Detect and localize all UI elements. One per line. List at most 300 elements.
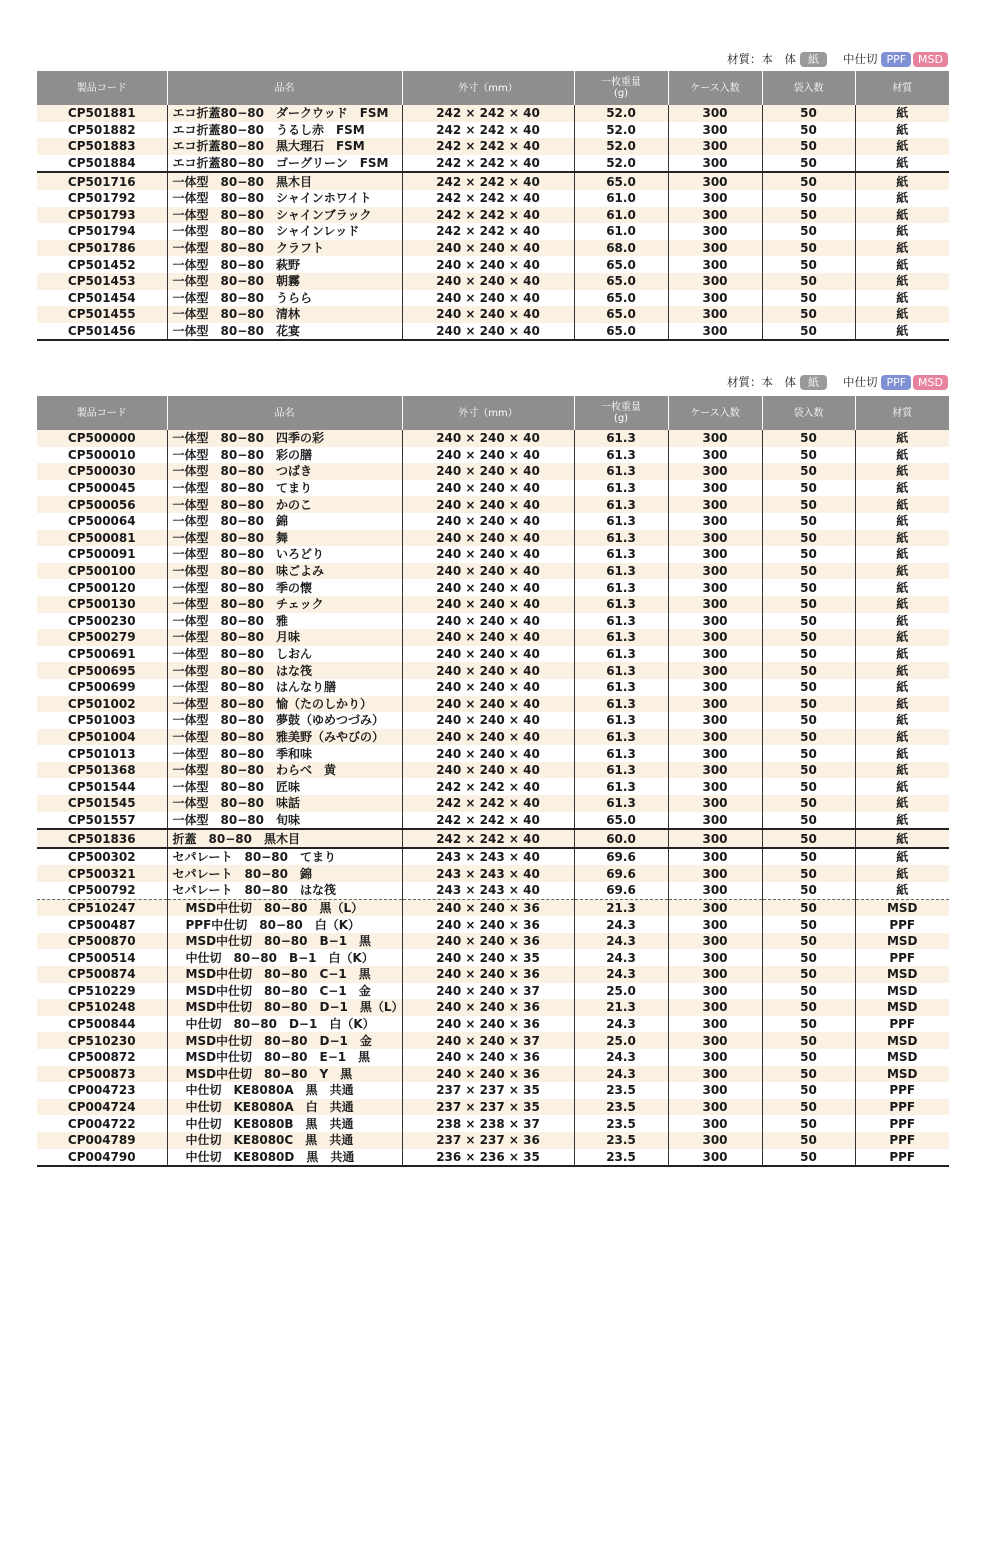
- cell-code: CP501836: [37, 829, 167, 848]
- cell-bag-qty: 50: [762, 223, 855, 240]
- legend-body-label: 材質：本 体: [726, 52, 796, 66]
- table-row: [37, 712, 949, 729]
- cell-weight: 61.3: [574, 480, 668, 497]
- cell-material: 紙: [855, 447, 949, 464]
- cell-case-qty: 300: [668, 480, 762, 497]
- table-row: [37, 983, 949, 1000]
- cell-code: CP500230: [37, 613, 167, 630]
- cell-code: CP501792: [37, 190, 167, 207]
- cell-code: CP500873: [37, 1066, 167, 1083]
- cell-size: 240 × 240 × 36: [402, 1016, 574, 1033]
- legend-paper-badge: 紙: [800, 375, 827, 390]
- cell-code: CP004789: [37, 1132, 167, 1149]
- cell-size: 240 × 240 × 40: [402, 546, 574, 563]
- cell-name: 一体型 80−80 清林: [167, 306, 402, 323]
- header-material: 材質: [855, 71, 949, 105]
- cell-code: CP500000: [37, 430, 167, 447]
- cell-name: 折蓋 80−80 黒木目: [167, 829, 402, 848]
- table-header-row: [37, 71, 949, 105]
- cell-bag-qty: 50: [762, 256, 855, 273]
- table-row: [37, 1016, 949, 1033]
- header-name: 品名: [167, 396, 402, 430]
- cell-material: MSD: [855, 983, 949, 1000]
- table-row: [37, 1149, 949, 1167]
- cell-material: PPF: [855, 949, 949, 966]
- legend-divider-label: 中仕切: [842, 52, 878, 66]
- cell-bag-qty: 50: [762, 530, 855, 547]
- cell-material: 紙: [855, 829, 949, 848]
- material-legend: [700, 50, 948, 68]
- header-code: 製品コード: [37, 71, 167, 105]
- cell-size: 242 × 242 × 40: [402, 812, 574, 830]
- table-row: [37, 1066, 949, 1083]
- cell-case-qty: 300: [668, 646, 762, 663]
- cell-material: 紙: [855, 848, 949, 866]
- cell-weight: 61.3: [574, 696, 668, 713]
- cell-weight: 69.6: [574, 848, 668, 866]
- legend-ppf-badge: PPF: [881, 52, 911, 67]
- cell-name: 中仕切 KE8080A 黒 共通: [167, 1082, 402, 1099]
- cell-code: CP501557: [37, 812, 167, 830]
- cell-code: CP501716: [37, 172, 167, 190]
- table-row: [37, 949, 949, 966]
- cell-case-qty: 300: [668, 463, 762, 480]
- cell-case-qty: 300: [668, 513, 762, 530]
- header-case: ケース入数: [668, 396, 762, 430]
- table-row: [37, 323, 949, 341]
- cell-code: CP501794: [37, 223, 167, 240]
- cell-code: CP500321: [37, 865, 167, 882]
- cell-weight: 23.5: [574, 1099, 668, 1116]
- cell-material: 紙: [855, 865, 949, 882]
- header-weight-line1: 一枚重量: [601, 402, 641, 413]
- cell-bag-qty: 50: [762, 1099, 855, 1116]
- cell-material: MSD: [855, 966, 949, 983]
- cell-name: 一体型 80−80 雅美野（みやびの）: [167, 729, 402, 746]
- table-row: [37, 190, 949, 207]
- cell-case-qty: 300: [668, 1016, 762, 1033]
- cell-code: CP501368: [37, 762, 167, 779]
- cell-size: 242 × 242 × 40: [402, 155, 574, 173]
- cell-case-qty: 300: [668, 596, 762, 613]
- cell-name: 中仕切 80−80 B−1 白（K）: [167, 949, 402, 966]
- cell-code: CP510248: [37, 999, 167, 1016]
- cell-weight: 23.5: [574, 1115, 668, 1132]
- cell-bag-qty: 50: [762, 1132, 855, 1149]
- cell-bag-qty: 50: [762, 1149, 855, 1167]
- cell-code: CP501003: [37, 712, 167, 729]
- cell-bag-qty: 50: [762, 323, 855, 341]
- table-row: [37, 207, 949, 224]
- header-weight-line2: (g): [613, 413, 629, 424]
- cell-case-qty: 300: [668, 1082, 762, 1099]
- cell-material: 紙: [855, 273, 949, 290]
- cell-bag-qty: 50: [762, 480, 855, 497]
- header-weight-line2: (g): [613, 88, 629, 99]
- table-row: [37, 480, 949, 497]
- cell-weight: 52.0: [574, 138, 668, 155]
- cell-weight: 65.0: [574, 323, 668, 341]
- cell-code: CP501884: [37, 155, 167, 173]
- cell-material: 紙: [855, 629, 949, 646]
- cell-code: CP500030: [37, 463, 167, 480]
- cell-bag-qty: 50: [762, 983, 855, 1000]
- cell-bag-qty: 50: [762, 629, 855, 646]
- cell-case-qty: 300: [668, 256, 762, 273]
- product-table-2: [37, 396, 949, 1167]
- cell-material: 紙: [855, 496, 949, 513]
- cell-material: 紙: [855, 530, 949, 547]
- header-case: ケース入数: [668, 71, 762, 105]
- table-header-row: [37, 396, 949, 430]
- cell-bag-qty: 50: [762, 240, 855, 257]
- cell-bag-qty: 50: [762, 306, 855, 323]
- cell-material: 紙: [855, 513, 949, 530]
- cell-weight: 61.0: [574, 207, 668, 224]
- cell-code: CP500870: [37, 933, 167, 950]
- cell-size: 240 × 240 × 40: [402, 447, 574, 464]
- cell-case-qty: 300: [668, 306, 762, 323]
- cell-code: CP500691: [37, 646, 167, 663]
- cell-name: 一体型 80−80 チェック: [167, 596, 402, 613]
- cell-size: 240 × 240 × 36: [402, 966, 574, 983]
- cell-size: 242 × 242 × 40: [402, 105, 574, 122]
- cell-bag-qty: 50: [762, 966, 855, 983]
- cell-case-qty: 300: [668, 1149, 762, 1167]
- header-size: 外寸（mm）: [402, 71, 574, 105]
- cell-bag-qty: 50: [762, 122, 855, 139]
- legend-ppf-badge: PPF: [881, 375, 911, 390]
- cell-bag-qty: 50: [762, 273, 855, 290]
- cell-material: MSD: [855, 1032, 949, 1049]
- table-row: [37, 629, 949, 646]
- cell-case-qty: 300: [668, 430, 762, 447]
- cell-case-qty: 300: [668, 762, 762, 779]
- cell-size: 242 × 242 × 40: [402, 138, 574, 155]
- cell-code: CP500695: [37, 662, 167, 679]
- cell-code: CP501544: [37, 778, 167, 795]
- cell-code: CP501456: [37, 323, 167, 341]
- cell-code: CP500120: [37, 579, 167, 596]
- table-row: [37, 966, 949, 983]
- cell-weight: 52.0: [574, 155, 668, 173]
- cell-weight: 25.0: [574, 983, 668, 1000]
- cell-size: 240 × 240 × 40: [402, 596, 574, 613]
- cell-bag-qty: 50: [762, 1115, 855, 1132]
- cell-bag-qty: 50: [762, 155, 855, 173]
- cell-bag-qty: 50: [762, 949, 855, 966]
- cell-code: CP510230: [37, 1032, 167, 1049]
- cell-material: PPF: [855, 1115, 949, 1132]
- cell-case-qty: 300: [668, 999, 762, 1016]
- cell-size: 238 × 238 × 37: [402, 1115, 574, 1132]
- cell-material: 紙: [855, 696, 949, 713]
- cell-name: 中仕切 KE8080A 白 共通: [167, 1099, 402, 1116]
- cell-material: 紙: [855, 579, 949, 596]
- cell-case-qty: 300: [668, 696, 762, 713]
- cell-weight: 24.3: [574, 933, 668, 950]
- table-row: [37, 496, 949, 513]
- cell-name: 一体型 80−80 いろどり: [167, 546, 402, 563]
- cell-bag-qty: 50: [762, 933, 855, 950]
- cell-weight: 21.3: [574, 899, 668, 916]
- cell-name: MSD中仕切 80−80 C−1 金: [167, 983, 402, 1000]
- cell-weight: 61.3: [574, 745, 668, 762]
- cell-material: 紙: [855, 712, 949, 729]
- cell-name: エコ折蓋80−80 うるし赤 FSM: [167, 122, 402, 139]
- cell-bag-qty: 50: [762, 430, 855, 447]
- cell-code: CP501454: [37, 290, 167, 307]
- cell-weight: 65.0: [574, 290, 668, 307]
- cell-bag-qty: 50: [762, 447, 855, 464]
- cell-size: 240 × 240 × 40: [402, 579, 574, 596]
- cell-case-qty: 300: [668, 1066, 762, 1083]
- cell-bag-qty: 50: [762, 190, 855, 207]
- cell-case-qty: 300: [668, 122, 762, 139]
- header-material: 材質: [855, 396, 949, 430]
- cell-case-qty: 300: [668, 323, 762, 341]
- cell-case-qty: 300: [668, 447, 762, 464]
- cell-name: 一体型 80−80 味ごよみ: [167, 563, 402, 580]
- cell-weight: 24.3: [574, 949, 668, 966]
- cell-code: CP501882: [37, 122, 167, 139]
- cell-weight: 24.3: [574, 966, 668, 983]
- cell-case-qty: 300: [668, 829, 762, 848]
- cell-material: 紙: [855, 563, 949, 580]
- cell-size: 240 × 240 × 40: [402, 530, 574, 547]
- cell-name: エコ折蓋80−80 黒大理石 FSM: [167, 138, 402, 155]
- cell-case-qty: 300: [668, 496, 762, 513]
- cell-code: CP500514: [37, 949, 167, 966]
- cell-weight: 61.3: [574, 513, 668, 530]
- cell-size: 240 × 240 × 40: [402, 563, 574, 580]
- table-row: [37, 729, 949, 746]
- cell-name: 一体型 80−80 月味: [167, 629, 402, 646]
- cell-bag-qty: 50: [762, 778, 855, 795]
- cell-size: 242 × 242 × 40: [402, 172, 574, 190]
- table-row: [37, 812, 949, 830]
- cell-size: 240 × 240 × 40: [402, 240, 574, 257]
- cell-size: 240 × 240 × 40: [402, 712, 574, 729]
- cell-code: CP501881: [37, 105, 167, 122]
- cell-bag-qty: 50: [762, 1082, 855, 1099]
- table-row: [37, 999, 949, 1016]
- legend-body-label: 材質：本 体: [726, 375, 796, 389]
- cell-name: 一体型 80−80 はんなり膳: [167, 679, 402, 696]
- cell-case-qty: 300: [668, 613, 762, 630]
- cell-size: 236 × 236 × 35: [402, 1149, 574, 1167]
- cell-code: CP500699: [37, 679, 167, 696]
- table-row: [37, 430, 949, 447]
- cell-bag-qty: 50: [762, 729, 855, 746]
- cell-size: 240 × 240 × 40: [402, 745, 574, 762]
- cell-case-qty: 300: [668, 933, 762, 950]
- table-row: [37, 1049, 949, 1066]
- cell-size: 240 × 240 × 37: [402, 983, 574, 1000]
- cell-bag-qty: 50: [762, 613, 855, 630]
- cell-name: MSD中仕切 80−80 Y 黒: [167, 1066, 402, 1083]
- cell-weight: 61.3: [574, 762, 668, 779]
- cell-material: 紙: [855, 795, 949, 812]
- cell-material: PPF: [855, 1132, 949, 1149]
- cell-bag-qty: 50: [762, 712, 855, 729]
- cell-name: 一体型 80−80 シャインブラック: [167, 207, 402, 224]
- cell-code: CP501453: [37, 273, 167, 290]
- cell-size: 243 × 243 × 40: [402, 848, 574, 866]
- cell-size: 240 × 240 × 40: [402, 729, 574, 746]
- cell-case-qty: 300: [668, 778, 762, 795]
- table-row: [37, 1099, 949, 1116]
- cell-bag-qty: 50: [762, 696, 855, 713]
- cell-code: CP500872: [37, 1049, 167, 1066]
- cell-case-qty: 300: [668, 530, 762, 547]
- cell-bag-qty: 50: [762, 646, 855, 663]
- cell-name: 中仕切 KE8080C 黒 共通: [167, 1132, 402, 1149]
- cell-bag-qty: 50: [762, 1016, 855, 1033]
- header-weight: [574, 396, 668, 430]
- cell-size: 240 × 240 × 40: [402, 662, 574, 679]
- cell-case-qty: 300: [668, 546, 762, 563]
- cell-size: 243 × 243 × 40: [402, 882, 574, 899]
- cell-code: CP500056: [37, 496, 167, 513]
- cell-material: MSD: [855, 1066, 949, 1083]
- cell-code: CP500487: [37, 916, 167, 933]
- cell-material: 紙: [855, 812, 949, 830]
- cell-code: CP500302: [37, 848, 167, 866]
- cell-name: 一体型 80−80 うらら: [167, 290, 402, 307]
- table-row: [37, 795, 949, 812]
- cell-weight: 60.0: [574, 829, 668, 848]
- cell-case-qty: 300: [668, 795, 762, 812]
- cell-name: 一体型 80−80 匠味: [167, 778, 402, 795]
- cell-weight: 25.0: [574, 1032, 668, 1049]
- header-size: 外寸（mm）: [402, 396, 574, 430]
- cell-size: 240 × 240 × 36: [402, 899, 574, 916]
- product-table-1: [37, 71, 949, 341]
- cell-code: CP004790: [37, 1149, 167, 1167]
- cell-code: CP510229: [37, 983, 167, 1000]
- cell-size: 240 × 240 × 40: [402, 496, 574, 513]
- table-row: [37, 933, 949, 950]
- cell-bag-qty: 50: [762, 848, 855, 866]
- cell-weight: 61.3: [574, 430, 668, 447]
- cell-weight: 61.3: [574, 447, 668, 464]
- table-row: [37, 530, 949, 547]
- cell-weight: 23.5: [574, 1149, 668, 1167]
- table-row: [37, 563, 949, 580]
- header-bag: 袋入数: [762, 396, 855, 430]
- cell-code: CP500010: [37, 447, 167, 464]
- cell-size: 240 × 240 × 36: [402, 1049, 574, 1066]
- cell-material: 紙: [855, 596, 949, 613]
- cell-weight: 52.0: [574, 105, 668, 122]
- cell-material: 紙: [855, 546, 949, 563]
- cell-case-qty: 300: [668, 745, 762, 762]
- cell-size: 240 × 240 × 40: [402, 480, 574, 497]
- cell-size: 237 × 237 × 36: [402, 1132, 574, 1149]
- cell-code: CP004724: [37, 1099, 167, 1116]
- cell-case-qty: 300: [668, 172, 762, 190]
- cell-material: 紙: [855, 662, 949, 679]
- cell-weight: 65.0: [574, 256, 668, 273]
- cell-bag-qty: 50: [762, 172, 855, 190]
- cell-weight: 68.0: [574, 240, 668, 257]
- cell-name: 一体型 80−80 花宴: [167, 323, 402, 341]
- cell-bag-qty: 50: [762, 138, 855, 155]
- cell-size: 242 × 242 × 40: [402, 207, 574, 224]
- cell-size: 240 × 240 × 40: [402, 256, 574, 273]
- cell-material: 紙: [855, 240, 949, 257]
- cell-material: 紙: [855, 105, 949, 122]
- table-row: [37, 1082, 949, 1099]
- cell-bag-qty: 50: [762, 463, 855, 480]
- cell-code: CP501004: [37, 729, 167, 746]
- cell-name: 一体型 80−80 雅: [167, 613, 402, 630]
- cell-weight: 61.3: [574, 778, 668, 795]
- cell-case-qty: 300: [668, 579, 762, 596]
- cell-name: MSD中仕切 80−80 黒（L）: [167, 899, 402, 916]
- table-row: [37, 916, 949, 933]
- cell-name: セパレート 80−80 てまり: [167, 848, 402, 866]
- cell-case-qty: 300: [668, 949, 762, 966]
- cell-material: 紙: [855, 646, 949, 663]
- cell-code: CP500844: [37, 1016, 167, 1033]
- cell-case-qty: 300: [668, 190, 762, 207]
- cell-case-qty: 300: [668, 1099, 762, 1116]
- cell-size: 242 × 242 × 40: [402, 122, 574, 139]
- cell-weight: 69.6: [574, 882, 668, 899]
- cell-size: 237 × 237 × 35: [402, 1082, 574, 1099]
- cell-bag-qty: 50: [762, 762, 855, 779]
- cell-weight: 61.3: [574, 646, 668, 663]
- cell-material: 紙: [855, 172, 949, 190]
- cell-weight: 61.3: [574, 579, 668, 596]
- cell-case-qty: 300: [668, 662, 762, 679]
- cell-bag-qty: 50: [762, 865, 855, 882]
- cell-weight: 61.0: [574, 223, 668, 240]
- cell-name: 一体型 80−80 舞: [167, 530, 402, 547]
- cell-bag-qty: 50: [762, 1049, 855, 1066]
- table-row: [37, 105, 949, 122]
- cell-material: PPF: [855, 1099, 949, 1116]
- cell-case-qty: 300: [668, 812, 762, 830]
- cell-size: 240 × 240 × 40: [402, 513, 574, 530]
- cell-name: 一体型 80−80 愉（たのしかり）: [167, 696, 402, 713]
- cell-name: MSD中仕切 80−80 D−1 黒（L）: [167, 999, 402, 1016]
- cell-bag-qty: 50: [762, 795, 855, 812]
- cell-code: CP501452: [37, 256, 167, 273]
- cell-bag-qty: 50: [762, 496, 855, 513]
- cell-case-qty: 300: [668, 240, 762, 257]
- table-row: [37, 762, 949, 779]
- cell-case-qty: 300: [668, 155, 762, 173]
- cell-size: 242 × 242 × 40: [402, 778, 574, 795]
- cell-weight: 24.3: [574, 1049, 668, 1066]
- cell-size: 240 × 240 × 36: [402, 933, 574, 950]
- cell-name: 一体型 80−80 シャインホワイト: [167, 190, 402, 207]
- cell-code: CP501883: [37, 138, 167, 155]
- cell-name: 一体型 80−80 朝霧: [167, 273, 402, 290]
- cell-bag-qty: 50: [762, 812, 855, 830]
- cell-material: 紙: [855, 430, 949, 447]
- cell-code: CP501455: [37, 306, 167, 323]
- cell-weight: 65.0: [574, 273, 668, 290]
- cell-code: CP501013: [37, 745, 167, 762]
- cell-case-qty: 300: [668, 865, 762, 882]
- table-row: [37, 696, 949, 713]
- table-row: [37, 662, 949, 679]
- cell-material: 紙: [855, 778, 949, 795]
